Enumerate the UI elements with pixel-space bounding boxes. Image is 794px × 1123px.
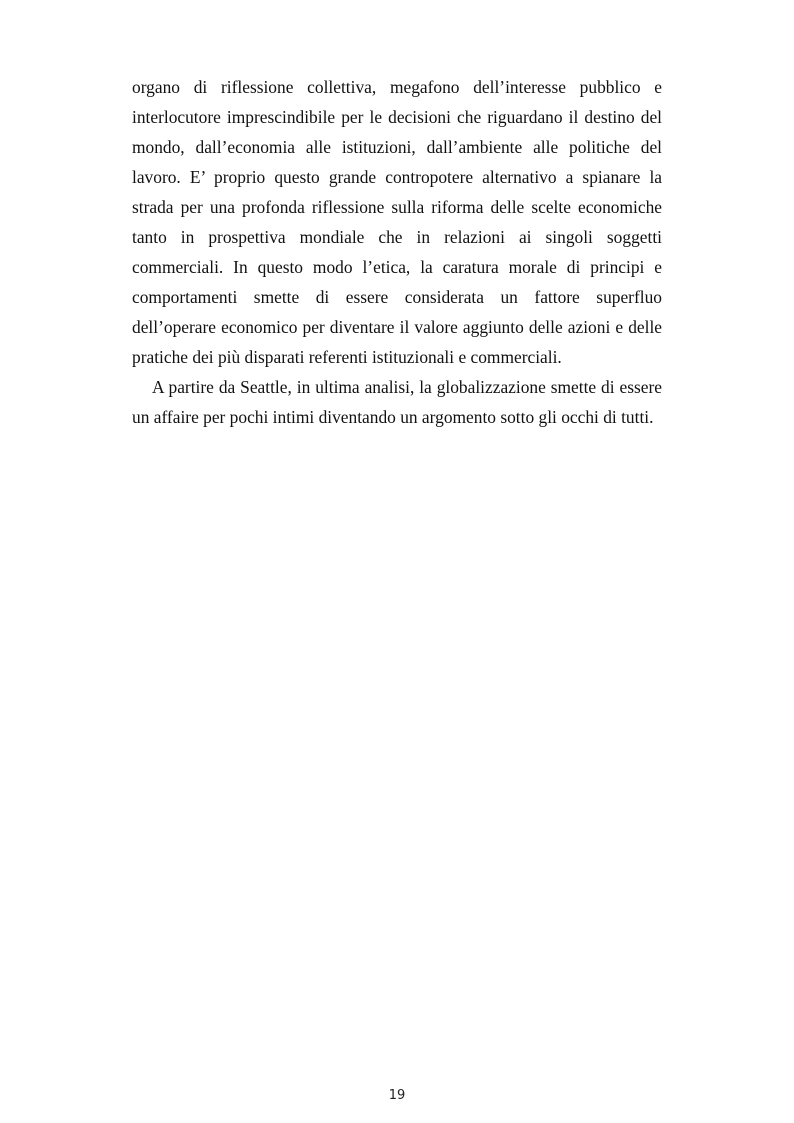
paragraph-seattle: A partire da Seattle, in ultima analisi, la globalizzazione smette di essere un affaire per pochi intimi diventando un argomento sotto gli occhi di tutti. xyxy=(132,377,662,427)
page-number: 19 xyxy=(388,1088,406,1103)
body-text xyxy=(132,72,662,432)
paragraph-continuation: organo di riflessione collettiva, megafono dell’interesse pubblico e interlocutore imprescindibile per le decisioni che riguardano il destino del mondo, dall’economia alle istituzioni, dall’ambiente alle politiche del lavoro. E’ proprio questo grande contropotere alternativo a spianare la strada per una profonda riflessione sulla riforma delle scelte economiche tanto in prospettiva mondiale che in relazioni ai singoli soggetti commerciali. In questo modo l’etica, la caratura morale di principi e comportamenti smette di essere considerata un fattore superfluo dell’operare economico per diventare il valore aggiunto delle azioni e delle pratiche dei più disparati referenti istituzionali e commerciali. xyxy=(132,77,662,367)
